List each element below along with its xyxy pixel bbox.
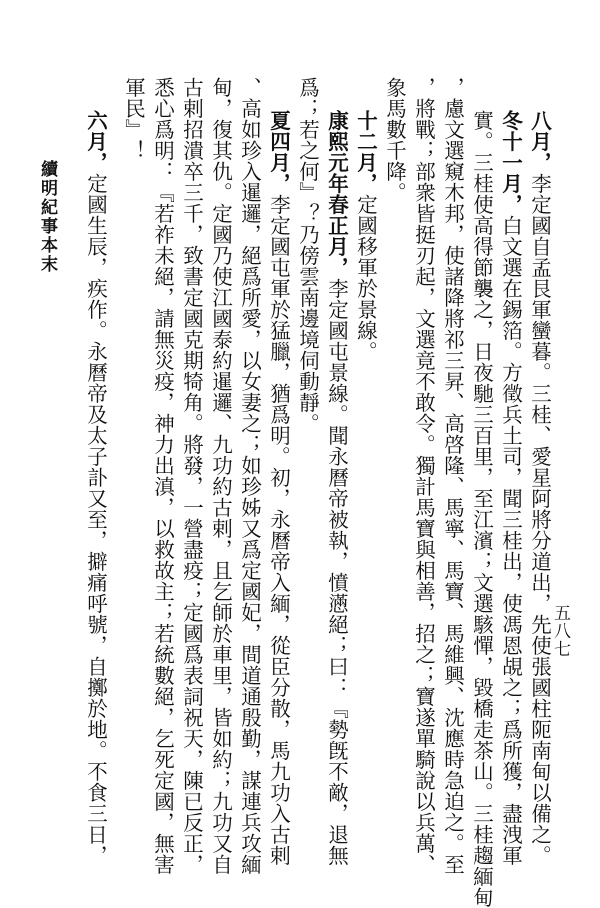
text-column-4	[440, 77, 465, 875]
column-text: 實。三桂使高得節襲之，日夜馳三百里，至江濱；文選駭憚，毀橋走茶山。三桂趨緬甸	[469, 110, 494, 908]
column-text: 甸，復其仇。定國乃使江國泰約暹邏、九功約古剌，且乞師於車里，皆如約；九功又自	[208, 77, 233, 875]
text-column-5	[411, 77, 436, 875]
date-lead: 八月，	[527, 110, 552, 173]
date-lead: 康熙元年春正月，	[324, 110, 349, 278]
column-text: ，慮文選窺木邦，使諸降將祁三昇、高啓隆、馬寧、馬寶、馬維興、沈應時急迫之。至	[440, 77, 465, 875]
column-text: 定國生辰，疾作。永曆帝及太子訃又至，擗痛呼號，自擲於地。不食三日，	[83, 173, 108, 866]
text-column-1	[527, 110, 552, 866]
text-column-6	[384, 77, 405, 817]
running-header: 續明紀事本末	[37, 160, 57, 274]
column-text: 爲；若之何』？乃傍雲南邊境伺動靜。	[295, 77, 320, 434]
text-column-10	[266, 110, 291, 866]
text-column-9	[297, 77, 318, 817]
text-column-15	[123, 77, 144, 817]
date-lead: 六月，	[83, 110, 108, 173]
text-column-11	[237, 77, 262, 875]
date-lead: 冬十一月，	[498, 110, 523, 215]
text-column-16	[83, 110, 108, 866]
column-text: 悉心爲明：『若祚未絕，請無災疫，神力出滇，以救故主；若統數絕，乞死定國，無害	[150, 77, 175, 875]
column-text: 定國移軍於景線。	[353, 194, 378, 362]
text-column-14	[150, 77, 175, 875]
text-column-7	[355, 110, 376, 850]
text-column-3	[469, 110, 494, 908]
text-column-2	[498, 110, 523, 866]
column-text: 李定國屯景線。聞永曆帝被執，憤懣絕；曰：『勢旣不敵，退無	[324, 278, 349, 866]
column-text: 古剌招潰卒三千，致書定國克期犄角。將發，一營盡疫；定國爲表詞祝天，陳已反正，	[179, 77, 204, 875]
column-text: 、高如珍入暹邏，絕爲所愛，以女妻之；如珍姊又爲定國妃，間道通殷勤，謀連兵攻緬	[237, 77, 262, 875]
column-text: 李定國屯軍於猛臘，猶爲明。初，永曆帝入緬，從臣分散，馬九功入古剌	[266, 194, 291, 866]
column-text: ，將戰；部衆皆挺刃起，文選竟不敢令。獨計馬寶與相善，招之；寶遂單騎說以兵萬、	[411, 77, 436, 875]
column-text: 白文選在錫箔。方徵兵土司，聞三桂出，使馮恩覘之；爲所獲，盡洩軍	[498, 215, 523, 866]
page-number: 五八七	[550, 604, 570, 658]
column-text: 軍民』！	[121, 77, 146, 161]
date-lead: 夏四月，	[266, 110, 291, 194]
text-column-8	[324, 110, 349, 866]
date-lead: 十二月，	[353, 110, 378, 194]
text-column-12	[208, 77, 233, 875]
text-column-13	[179, 77, 204, 875]
column-text: 李定國自孟艮軍蠻暮。三桂、愛星阿將分道出，先使張國柱阨南甸以備之。	[527, 173, 552, 866]
column-text: 象馬數千降。	[382, 77, 407, 203]
